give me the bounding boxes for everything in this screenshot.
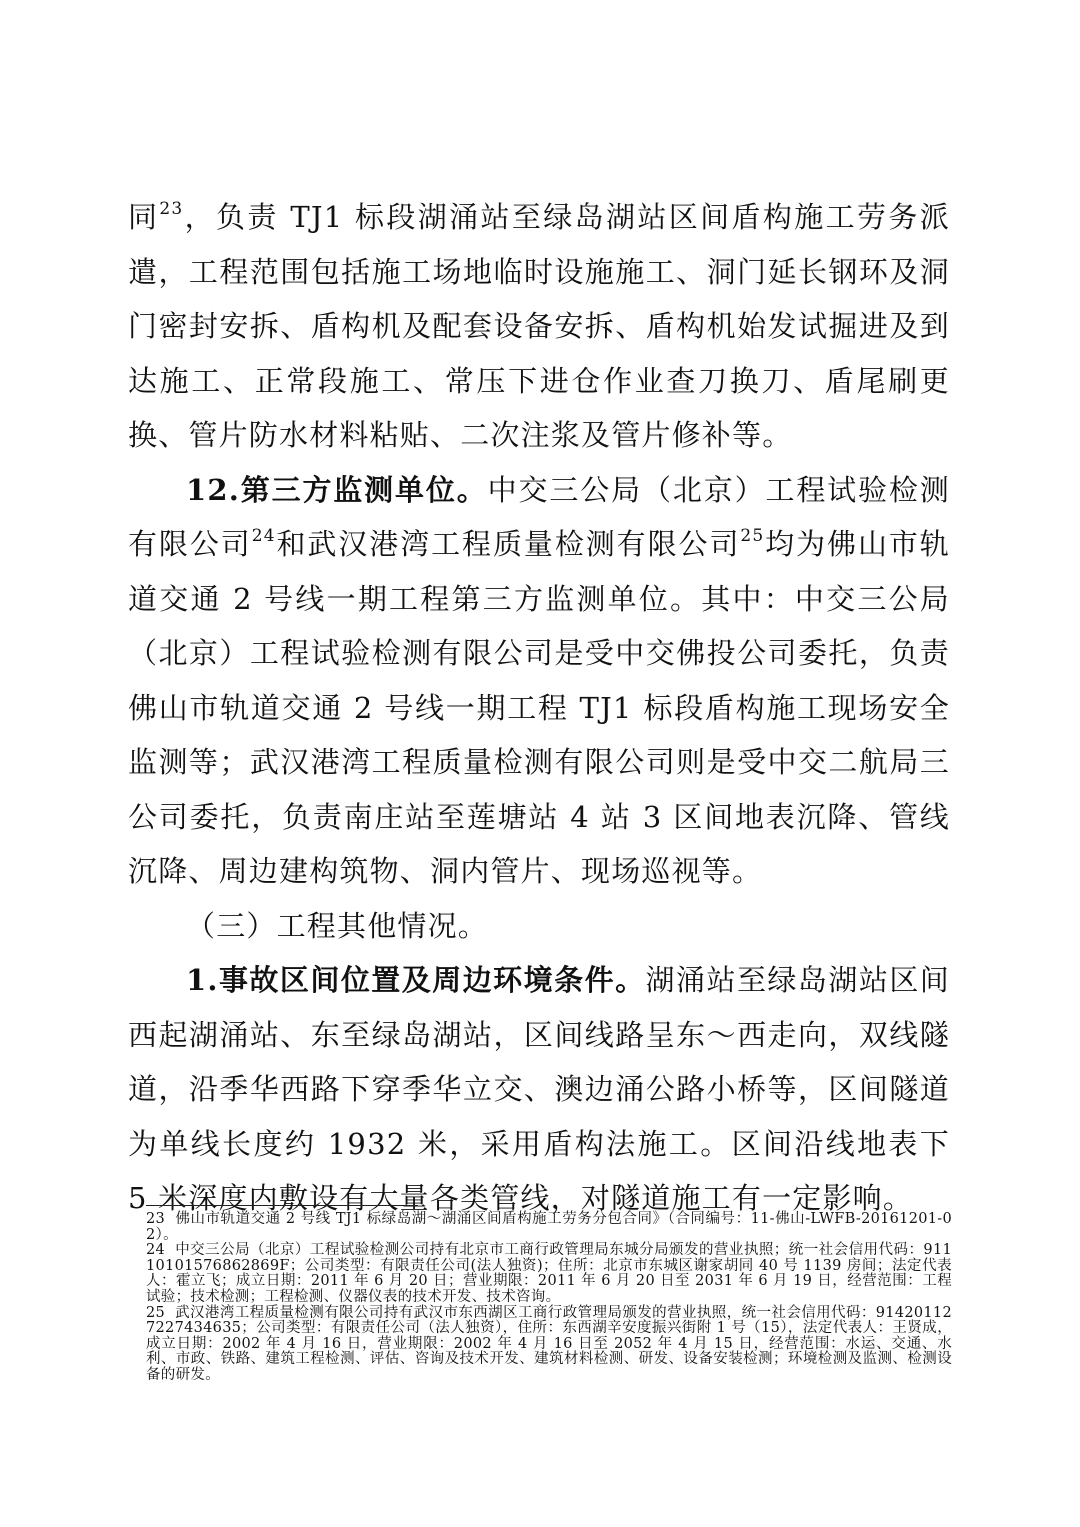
paragraph-1-text: ，负责 TJ1 标段湖涌站至绿岛湖站区间盾构施工劳务派遣，工程范围包括施工场地临时设施施工、洞门延长钢环及洞门密封安拆、盾构机及配套设备安拆、盾构机始发试掘进及到达施工、正常段施工、常压下进仓作业查刀换刀、盾尾刷更换、管片防水材料粘贴、二次注浆及管片修补等。: [128, 200, 950, 452]
paragraph-2-heading: 12.第三方监测单位。: [186, 472, 488, 507]
paragraph-4-heading: 1.事故区间位置及周边环境条件。: [186, 963, 646, 997]
paragraph-4: [128, 953, 950, 1226]
footnote-23: [146, 1212, 952, 1243]
paragraph-4-text: 湖涌站至绿岛湖站区间西起湖涌站、东至绿岛湖站，区间线路呈东～西走向，双线隧道，沿季华西路下穿季华立交、澳边涌公路小桥等，区间隧道为单线长度约 1932 米，采用盾构法施工。区间沿线地表下 5 米深度内敷设有大量各类管线，对隧道施工有一定影响。: [128, 963, 950, 1215]
footnote-ref-25[interactable]: 25: [740, 526, 765, 547]
footnote-ref-23[interactable]: 23: [159, 199, 184, 220]
paragraph-2-part2: 和武汉港湾工程质量检测有限公司: [275, 527, 741, 561]
paragraph-1-lead: 同: [128, 200, 160, 234]
paragraph-2-part3: 均为佛山市轨道交通 2 号线一期工程第三方监测单位。其中：中交三公局（北京）工程试验检测有限公司是受中交佛投公司委托，负责佛山市轨道交通 2 号线一期工程 TJ1 标段盾构施工现场安全监测等；武汉港湾工程质量检测有限公司则是受中交二航局三公司委托，负责南庄站至莲塘站 4 站 3 区间地表沉降、管线沉降、周边建构筑物、洞内管片、现场巡视等。: [128, 527, 950, 888]
footnote-number: 23: [146, 1211, 166, 1227]
footnote-divider: [146, 1205, 418, 1206]
footnote-number: 24: [146, 1242, 166, 1259]
footnotes: [146, 1212, 952, 1384]
footnote-text: 中交三公局（北京）工程试验检测公司持有北京市工商行政管理局东城分局颁发的营业执照；统一社会信用代码：91110101576862869F；公司类型：有限责任公司(法人独资)；住所：北京市东城区谢家胡同 40 号 1139 房间；法定代表人：霍立飞；成立日期：2011 年 6 月 20 日；营业期限：2011 年 6 月 20 日至 2031 年 6 月 19 日，经营范围：工程试验；技术检测；工程检测、仪器仪表的技术开发、技术咨询。: [146, 1242, 952, 1305]
footnote-text: 佛山市轨道交通 2 号线 TJ1 标绿岛湖～湖涌区间盾构施工劳务分包合同》（合同编号：11-佛山-LWFB-20161201-02）。: [146, 1211, 952, 1243]
paragraph-2: [128, 463, 950, 899]
footnote-number: 25: [146, 1304, 166, 1321]
section-heading-3: [128, 899, 950, 954]
paragraph-1: [128, 190, 950, 463]
body-text: [128, 190, 950, 1226]
paragraph-2-part1: 中交三公局（北京）工程试验检测有限公司: [128, 472, 950, 561]
section-heading-3-text: （三）工程其他情况。: [186, 908, 489, 943]
footnote-24: [146, 1243, 952, 1305]
footnote-25: [146, 1306, 952, 1384]
footnote-text: 武汉港湾工程质量检测有限公司持有武汉市东西湖区工商行政管理局颁发的营业执照，统一社会信用代码：91420112722743463​5；公司类型：有限责任公司（法人独资），住所：东西湖辛安度振兴街附 1 号（15），法定代表人：王贤成，成立日期：2002 年 4 月 16 日，营业期限：2002 年 4 月 16 日至 2052 年 4 月 15 日，经营范围：水运、交通、水利、市政、铁路、建筑工程检测、评估、咨询及技术开发、建筑材料检测、研发、设备安装检测；环境检测及监测、检测设备的研发。: [146, 1304, 952, 1383]
footnote-ref-24[interactable]: 24: [251, 526, 276, 547]
